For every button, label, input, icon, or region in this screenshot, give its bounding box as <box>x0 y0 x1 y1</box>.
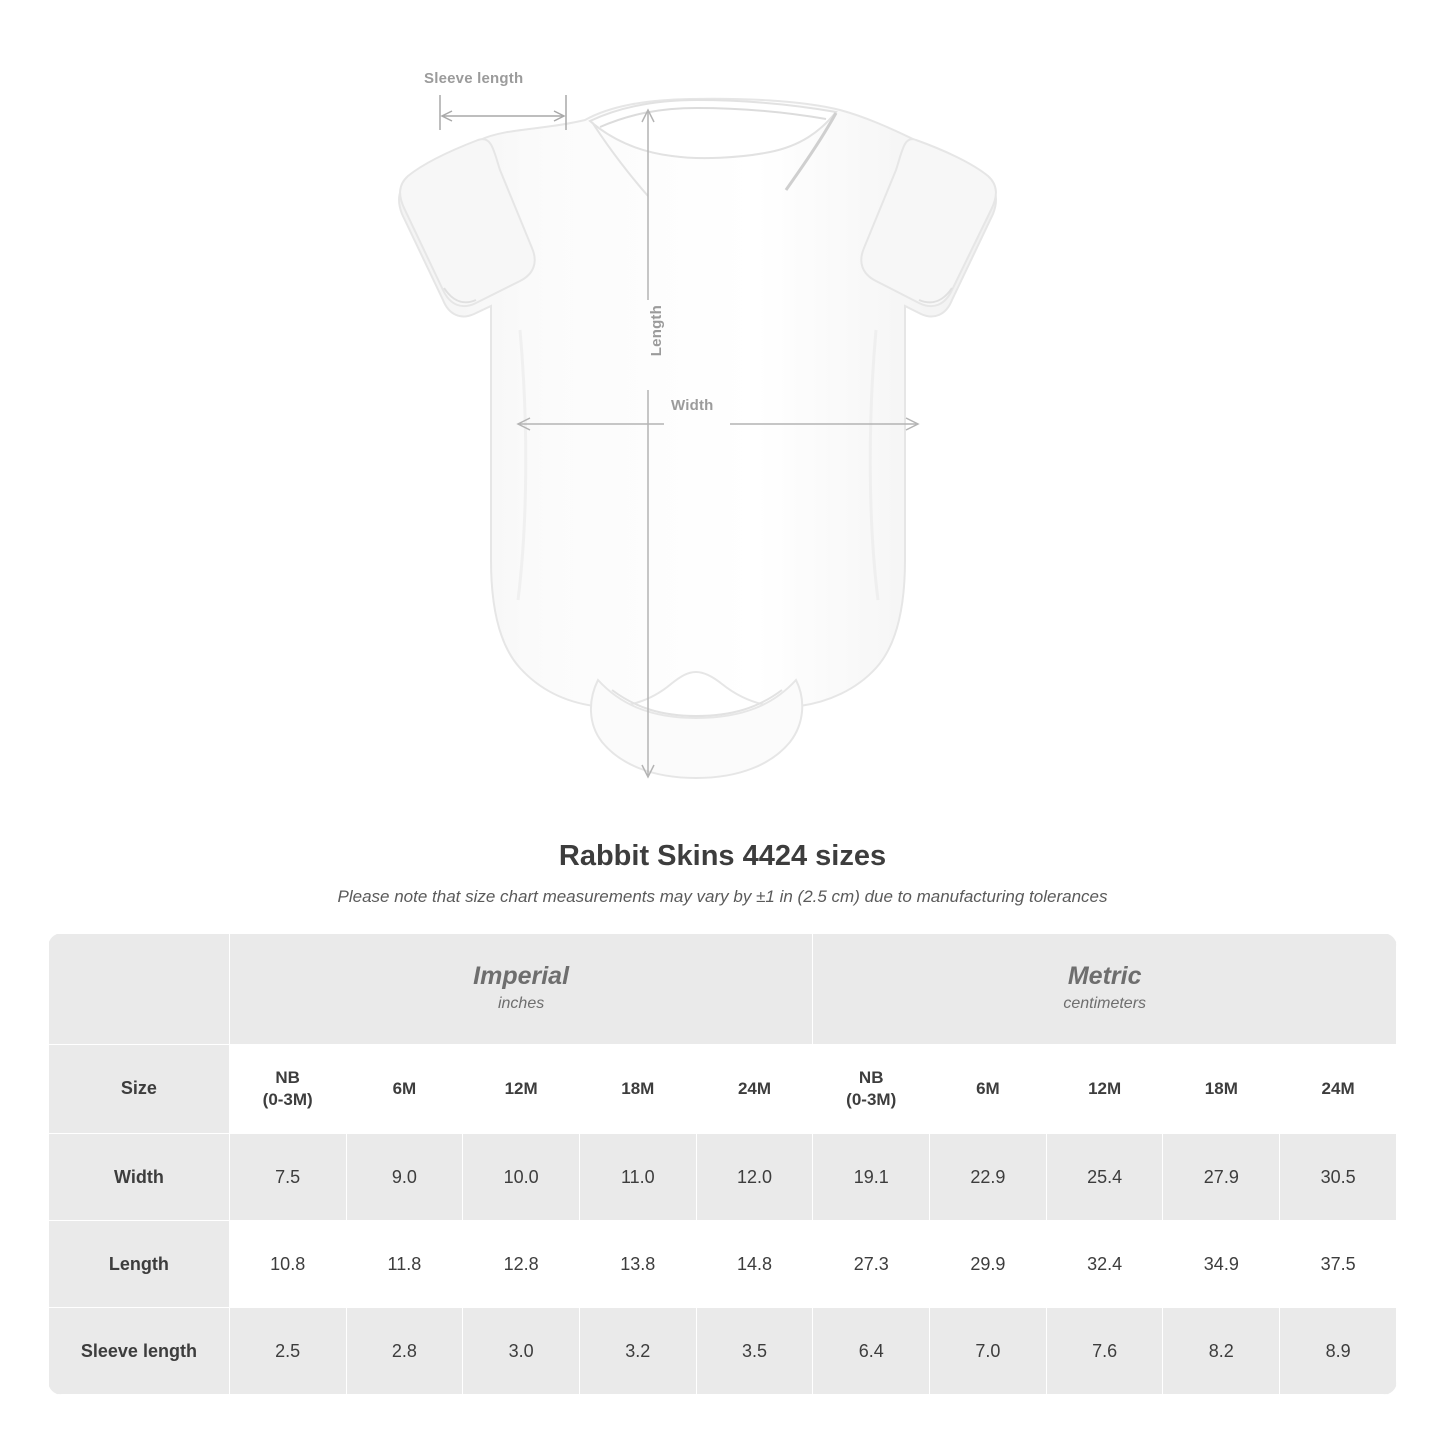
cell-sleeve-metric-24m: 8.9 <box>1280 1308 1397 1395</box>
unit-group-imperial-sub: inches <box>497 994 545 1012</box>
size-table-wrapper <box>48 933 1397 1395</box>
cell-sleeve-imperial-nb: 2.5 <box>229 1308 346 1395</box>
cell-width-metric-24m: 30.5 <box>1280 1134 1397 1221</box>
page-title: Rabbit Skins 4424 sizes <box>558 840 887 872</box>
cell-length-imperial-nb: 10.8 <box>229 1221 346 1308</box>
cell-length-metric-24m: 37.5 <box>1280 1221 1397 1308</box>
cell-length-metric-18m: 34.9 <box>1163 1221 1280 1308</box>
cell-sleeve-imperial-12m: 3.0 <box>463 1308 580 1395</box>
unit-group-imperial-name: Imperial <box>473 961 570 990</box>
column-header-metric-6m: 6M <box>930 1045 1047 1134</box>
table-corner-cell <box>49 934 230 1045</box>
cell-width-imperial-24m: 12.0 <box>696 1134 813 1221</box>
cell-width-imperial-6m: 9.0 <box>346 1134 463 1221</box>
unit-group-metric-sub: centimeters <box>1063 994 1147 1012</box>
cell-width-imperial-nb: 7.5 <box>229 1134 346 1221</box>
title-block <box>0 840 1445 907</box>
column-header-metric-nb <box>813 1045 930 1134</box>
cell-sleeve-imperial-6m: 2.8 <box>346 1308 463 1395</box>
length-dimension-label: Length <box>648 305 665 357</box>
column-header-metric-18m: 18M <box>1163 1045 1280 1134</box>
tolerance-note: Please note that size chart measurements may vary by ±1 in (2.5 cm) due to manufacturing tolerances <box>337 887 1108 906</box>
sleeve-length-dimension-label: Sleeve length <box>424 70 524 87</box>
unit-group-metric <box>813 934 1397 1045</box>
size-header-label: Size <box>49 1045 230 1134</box>
cell-length-imperial-18m: 13.8 <box>579 1221 696 1308</box>
column-header-imperial-12m: 12M <box>463 1045 580 1134</box>
cell-width-imperial-12m: 10.0 <box>463 1134 580 1221</box>
row-label-width: Width <box>49 1134 230 1221</box>
unit-group-imperial <box>229 934 813 1045</box>
row-label-sleeve-length: Sleeve length <box>49 1308 230 1395</box>
size-header-row <box>49 1045 1397 1134</box>
cell-sleeve-imperial-24m: 3.5 <box>696 1308 813 1395</box>
column-header-metric-12m: 12M <box>1046 1045 1163 1134</box>
cell-width-metric-nb: 19.1 <box>813 1134 930 1221</box>
row-label-length: Length <box>49 1221 230 1308</box>
table-row <box>49 1134 1397 1221</box>
cell-sleeve-metric-nb: 6.4 <box>813 1308 930 1395</box>
column-header-metric-24m: 24M <box>1280 1045 1397 1134</box>
column-header-imperial-18m: 18M <box>579 1045 696 1134</box>
column-header-imperial-nb-sub: (0-3M) <box>262 1090 313 1109</box>
size-table <box>48 933 1397 1395</box>
cell-width-metric-12m: 25.4 <box>1046 1134 1163 1221</box>
cell-length-imperial-12m: 12.8 <box>463 1221 580 1308</box>
cell-width-metric-6m: 22.9 <box>930 1134 1047 1221</box>
column-header-metric-nb-sub: (0-3M) <box>846 1090 897 1109</box>
cell-sleeve-metric-12m: 7.6 <box>1046 1308 1163 1395</box>
cell-length-imperial-24m: 14.8 <box>696 1221 813 1308</box>
column-header-metric-nb-label: NB <box>858 1067 884 1087</box>
cell-sleeve-metric-6m: 7.0 <box>930 1308 1047 1395</box>
column-header-imperial-24m: 24M <box>696 1045 813 1134</box>
width-dimension-label: Width <box>671 397 714 414</box>
table-row <box>49 1221 1397 1308</box>
table-row <box>49 1308 1397 1395</box>
unit-header-row <box>49 934 1397 1045</box>
unit-group-metric-name: Metric <box>1067 961 1142 990</box>
cell-length-imperial-6m: 11.8 <box>346 1221 463 1308</box>
sleeve-length-guide <box>440 95 566 130</box>
column-header-imperial-nb <box>229 1045 346 1134</box>
cell-length-metric-12m: 32.4 <box>1046 1221 1163 1308</box>
cell-width-metric-18m: 27.9 <box>1163 1134 1280 1221</box>
cell-sleeve-metric-18m: 8.2 <box>1163 1308 1280 1395</box>
cell-length-metric-6m: 29.9 <box>930 1221 1047 1308</box>
cell-width-imperial-18m: 11.0 <box>579 1134 696 1221</box>
column-header-imperial-nb-label: NB <box>275 1067 300 1087</box>
column-header-imperial-6m: 6M <box>346 1045 463 1134</box>
cell-length-metric-nb: 27.3 <box>813 1221 930 1308</box>
cell-sleeve-imperial-18m: 3.2 <box>579 1308 696 1395</box>
